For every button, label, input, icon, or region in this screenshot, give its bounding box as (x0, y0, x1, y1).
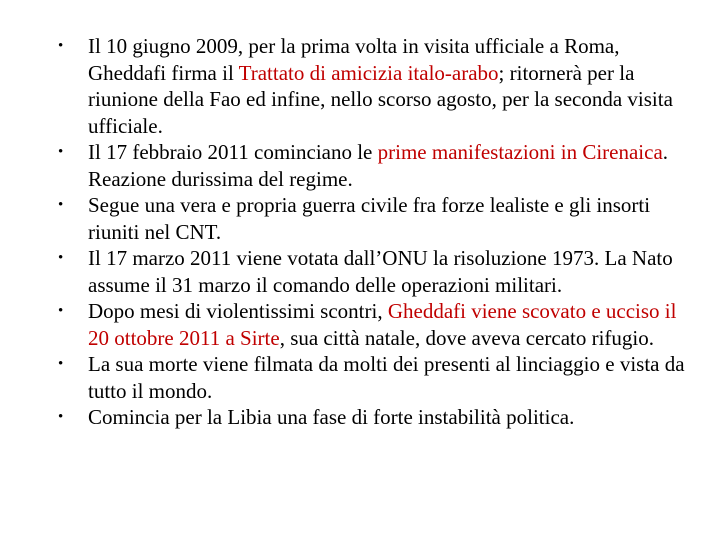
bullet-text-segment: Il 17 febbraio 2011 cominciano le (88, 140, 378, 164)
highlighted-text: Trattato di amicizia italo-arabo (238, 60, 499, 85)
bullet-dot-icon: • (58, 144, 64, 160)
bullet-dot-icon: • (58, 303, 64, 319)
bullet-text (88, 352, 685, 403)
bullet-dot-icon: • (58, 197, 64, 213)
bullet-dot-icon: • (58, 409, 64, 425)
bullet-text-segment: Il 17 marzo 2011 viene votata dall’ONU la risoluzione 1973. La Nato assume il 31 marzo il comando delle operazioni militari. (88, 246, 673, 297)
bullet-list (58, 33, 698, 431)
highlighted-text: Gheddafi viene scovato e ucciso il 20 ottobre 2011 a Sirte (88, 299, 677, 350)
bullet-item (58, 404, 698, 431)
bullet-item (58, 298, 698, 351)
bullet-item (58, 139, 698, 192)
bullet-text (88, 34, 673, 138)
bullet-text-segment: Comincia per la Libia una fase di forte instabilità politica. (88, 405, 575, 429)
bullet-text (88, 405, 574, 429)
bullet-item (58, 192, 698, 245)
bullet-item (58, 351, 698, 404)
bullet-text (88, 193, 650, 244)
highlighted-text: prime manifestazioni in Cirenaica (377, 140, 663, 164)
bullet-text (88, 246, 673, 297)
bullet-text-segment: . Reazione durissima del regime. (88, 140, 669, 191)
bullet-text (88, 299, 676, 350)
bullet-text-segment: Segue una vera e propria guerra civile fra forze lealiste e gli insorti riuniti nel CNT. (88, 193, 651, 244)
bullet-text-segment: ; ritornerà per la riunione della Fao ed infine, nello scorso agosto, per la seconda visita ufficiale. (88, 60, 673, 138)
bullet-text-segment: , sua città natale, dove aveva cercato rifugio. (279, 325, 655, 350)
bullet-dot-icon: • (58, 356, 64, 372)
bullet-text (88, 140, 668, 191)
bullet-item (58, 33, 698, 139)
bullet-dot-icon: • (58, 38, 64, 54)
bullet-dot-icon: • (58, 250, 64, 266)
bullet-text-segment: La sua morte viene filmata da molti dei presenti al linciaggio e vista da tutto il mondo. (88, 352, 685, 403)
bullet-text-segment: Il 10 giugno 2009, per la prima volta in visita ufficiale a Roma, Gheddafi firma il (88, 34, 620, 85)
bullet-text-segment: Dopo mesi di violentissimi scontri, (88, 299, 388, 323)
bullet-item (58, 245, 698, 298)
